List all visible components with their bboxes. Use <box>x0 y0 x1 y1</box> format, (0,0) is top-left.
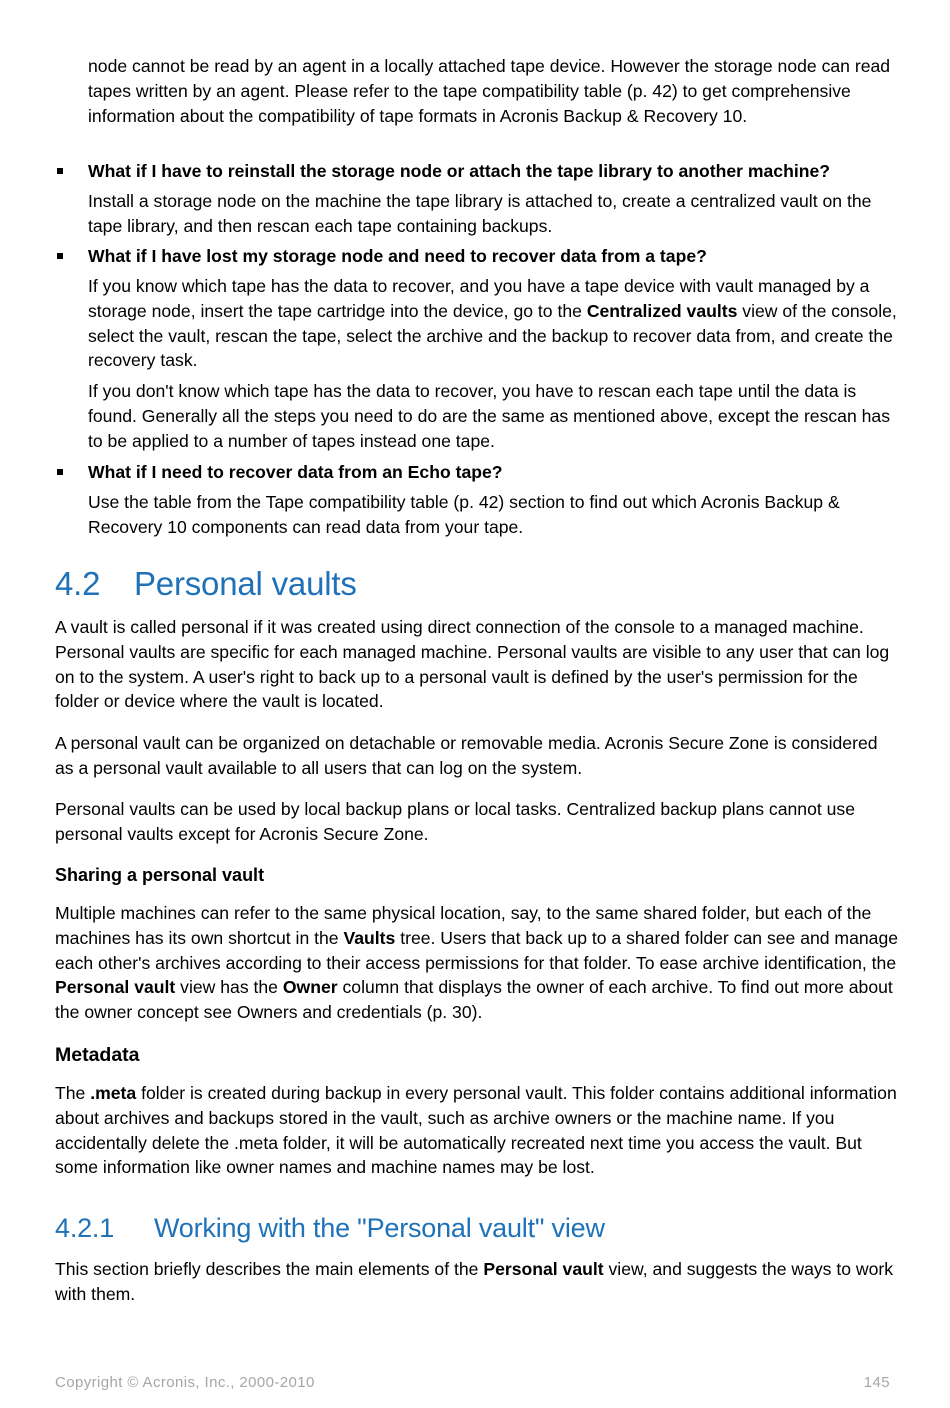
subsection-paragraph: This section briefly describes the main elements of the Personal vault view, and suggests the ways to work with them. <box>55 1259 894 1304</box>
subsection-title: Working with the "Personal vault" view <box>154 1213 605 1243</box>
metadata-paragraph: The .meta folder is created during backup in every personal vault. This folder contains additional information about archives and backups stored in the vault, such as archive owners or the machine name. If you accidentally delete the .meta folder, it will be automatically recreated next time you access the vault. But some information like owner names and machine names may be lost. <box>55 1083 897 1178</box>
bullet-square-icon <box>57 168 63 174</box>
faq-question: What if I need to recover data from an Echo tape? <box>88 462 503 482</box>
intro-paragraph: node cannot be read by an agent in a locally attached tape device. However the storage node can read tapes written by an agent. Please refer to the tape compatibility table (p. 42) to get comprehensive information about the compatibility of tape formats in Acronis Backup & Recovery 10. <box>88 56 891 126</box>
section-title: Personal vaults <box>134 565 357 602</box>
faq-question: What if I have lost my storage node and need to recover data from a tape? <box>88 246 707 266</box>
faq-answer: If you don't know which tape has the data to recover, you have to rescan each tape until the data is found. Generally all the steps you need to do are the same as mentioned above, except the rescan has to be applied to a number of tapes instead one tape. <box>88 381 891 451</box>
metadata-heading: Metadata <box>55 1044 140 1066</box>
sharing-heading: Sharing a personal vault <box>55 865 265 885</box>
bullet-square-icon <box>57 253 63 259</box>
body-paragraph: Personal vaults can be used by local backup plans or local tasks. Centralized backup plans cannot use personal vaults except for Acronis Secure Zone. <box>55 799 856 844</box>
bullet-square-icon <box>57 469 63 475</box>
footer-copyright: Copyright © Acronis, Inc., 2000-2010 <box>55 1374 315 1391</box>
body-paragraph: A personal vault can be organized on detachable or removable media. Acronis Secure Zone is considered as a personal vault available to all users that can log on the system. <box>55 733 878 778</box>
faq-answer: Install a storage node on the machine the tape library is attached to, create a centralized vault on the tape library, and then rescan each tape containing backups. <box>88 191 872 236</box>
footer-page-number: 145 <box>863 1374 890 1391</box>
section-number: 4.2 <box>55 565 101 602</box>
faq-answer: Use the table from the Tape compatibility table (p. 42) section to find out which Acronis Backup & Recovery 10 components can read data from your tape. <box>88 492 840 537</box>
ui-term: Centralized vaults <box>586 300 738 321</box>
section-heading <box>55 564 357 604</box>
body-paragraph: A vault is called personal if it was created using direct connection of the console to a managed machine. Personal vaults are specific for each managed machine. Personal vaults are visible to any user that can log on to the system. A user's right to back up to a personal vault is defined by the user's permission for the folder or device where the vault is located. <box>55 617 890 712</box>
faq-answer: If you know which tape has the data to recover, and you have a tape device with vault managed by a storage node, insert the tape cartridge into the device, go to the Centralized vaults view of the console, select the vault, rescan the tape, select the archive and the backup to recover data from, and create the recovery task. <box>88 276 897 371</box>
subsection-number: 4.2.1 <box>55 1213 115 1243</box>
subsection-heading <box>55 1211 605 1245</box>
sharing-paragraph: Multiple machines can refer to the same physical location, say, to the same shared folder, but each of the machines has its own shortcut in the Vaults tree. Users that back up to a shared folder can see and manage each other's archives according to their access permissions for that folder. To ease archive identification, the Personal vault view has the Owner column that displays the owner of each archive. To find out more about the owner concept see Owners and credentials (p. 30). <box>55 903 899 1023</box>
faq-question: What if I have to reinstall the storage node or attach the tape library to another machine? <box>88 161 831 181</box>
